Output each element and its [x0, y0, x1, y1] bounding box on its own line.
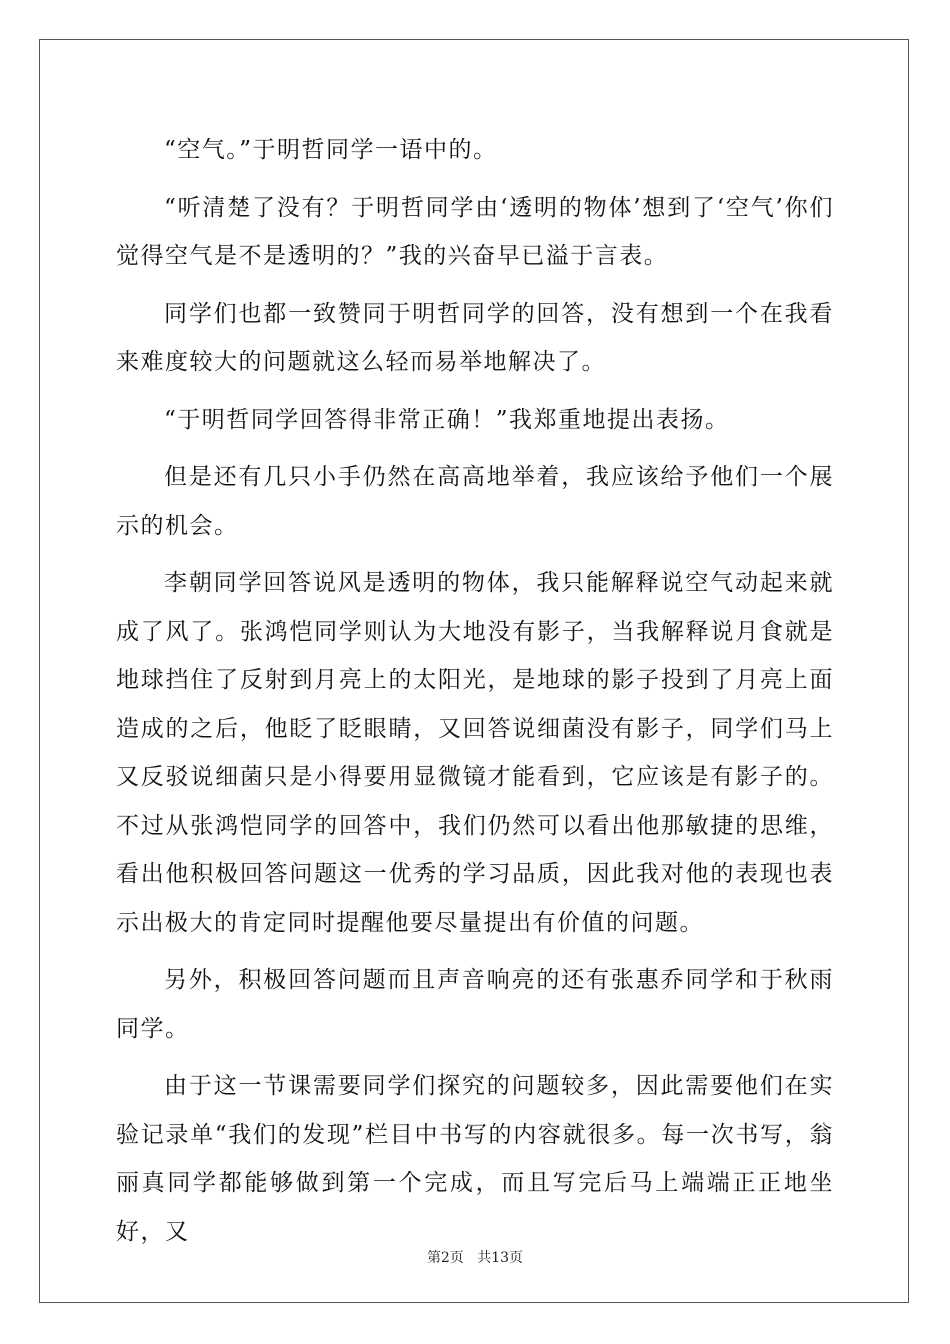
paragraph-5: 但是还有几只小手仍然在高高地举着，我应该给予他们一个展示的机会。 [116, 464, 834, 539]
page-number: 第2页 [426, 1250, 464, 1266]
paragraph-7: 另外，积极回答问题而且声音响亮的还有张惠乔同学和于秋雨同学。 [116, 967, 834, 1042]
document-body [116, 126, 834, 1265]
page-total: 共13页 [477, 1250, 524, 1266]
paragraph-4: “于明哲同学回答得非常正确！”我郑重地提出表扬。 [164, 406, 730, 433]
paragraph-8: 由于这一节课需要同学们探究的问题较多，因此需要他们在实验记录单“我们的发现”栏目中书写的内容就很多。每一次书写，翁丽真同学都能够做到第一个完成，而且写完后马上端端正正地坐好，又 [116, 1073, 834, 1245]
paragraph-6: 李朝同学回答说风是透明的物体，我只能解释说空气动起来就成了风了。张鸿恺同学则认为大地没有影子，当我解释说月食就是地球挡住了反射到月亮上的太阳光，是地球的影子投到了月亮上面造成的之后，他眨了眨眼睛，又回答说细菌没有影子，同学们马上又反驳说细菌只是小得要用显微镜才能看到，它应该是有影子的。不过从张鸿恺同学的回答中，我们仍然可以看出他那敏捷的思维，看出他积极回答问题这一优秀的学习品质，因此我对他的表现也表示出极大的肯定同时提醒他要尽量提出有价值的问题。 [116, 570, 834, 936]
paragraph-3: 同学们也都一致赞同于明哲同学的回答，没有想到一个在我看来难度较大的问题就这么轻而易举地解决了。 [116, 300, 834, 375]
paragraph-1: “空气。”于明哲同学一语中的。 [164, 137, 498, 163]
page-footer [0, 1247, 950, 1267]
paragraph-2: “听清楚了没有？于明哲同学由‘透明的物体’想到了‘空气’你们觉得空气是不是透明的？”我的兴奋早已溢于言表。 [116, 194, 834, 269]
